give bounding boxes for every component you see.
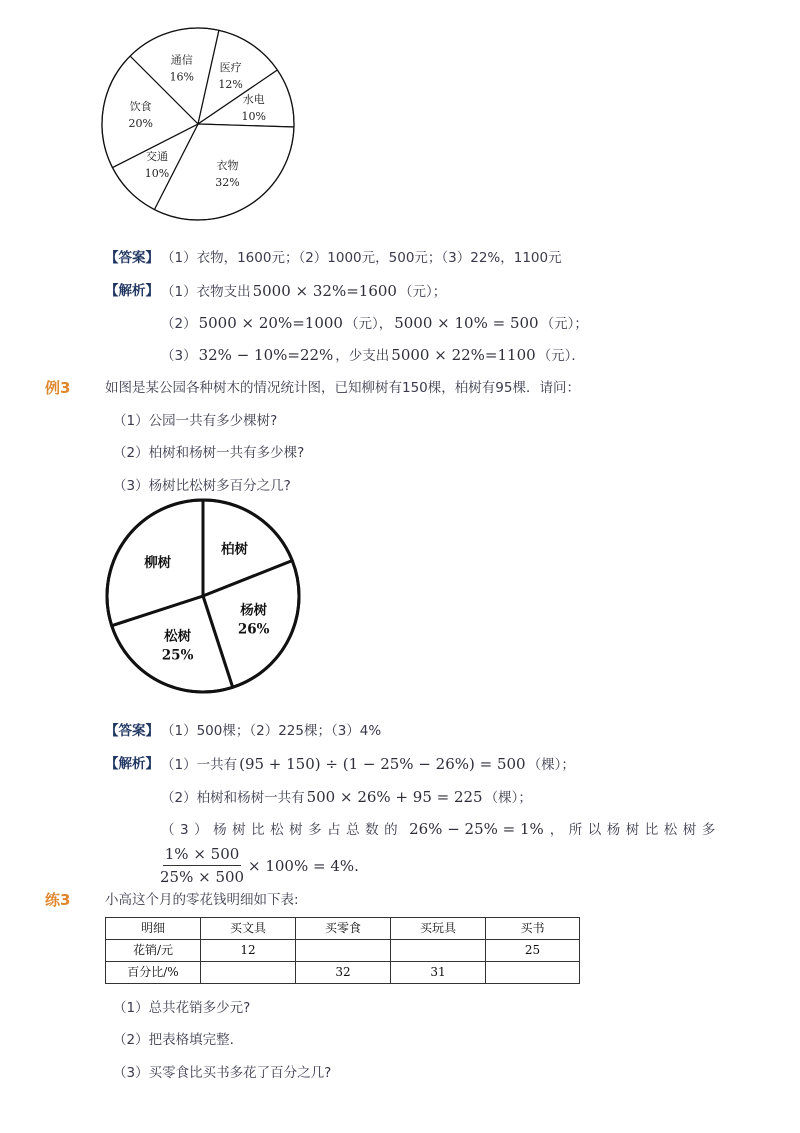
analysis-text: （1）一共有 xyxy=(161,757,238,773)
table-cell: 买零食 xyxy=(296,918,391,940)
pie-slice-label: 杨树 xyxy=(240,602,268,619)
fraction-numerator: 1% × 500 xyxy=(163,843,242,866)
fraction xyxy=(158,843,246,888)
pie-slice-label: 水电 xyxy=(242,92,265,106)
table-cell: 百分比/% xyxy=(106,962,201,984)
pie-slice-label: 饮食 xyxy=(129,99,152,113)
table-cell: 明细 xyxy=(106,918,201,940)
math-expression: (95 + 150) ÷ (1 − 25% − 26%) = 500 xyxy=(239,755,526,773)
table-cell: 12 xyxy=(201,940,296,962)
analysis-text: ，所以杨树比松树多 xyxy=(549,822,721,838)
analysis-line xyxy=(161,754,575,774)
table-cell xyxy=(201,962,296,984)
example-label: 例3 xyxy=(45,379,71,397)
answer-tag: 【答案】 xyxy=(105,250,159,266)
question-item: （1）总共花销多少元? xyxy=(113,1000,251,1016)
answer-text: （1）衣物，1600元；（2）1000元，500元；（3）22%，1100元 xyxy=(161,250,562,266)
table-cell xyxy=(486,962,580,984)
pie-slice-percent: 10% xyxy=(241,109,266,123)
table-cell: 买书 xyxy=(486,918,580,940)
pie-slice-percent: 32% xyxy=(215,175,240,189)
table-cell: 31 xyxy=(391,962,486,984)
pie-slice-percent: 20% xyxy=(128,116,153,130)
answer-tag: 【答案】 xyxy=(105,723,159,739)
pie-slice-label: 交通 xyxy=(146,150,168,163)
math-expression: 5000 × 20%=1000 xyxy=(198,314,343,332)
table-body xyxy=(106,918,580,984)
analysis-text: （元）． xyxy=(537,348,585,364)
example-prompt: 如图是某公园各种树木的情况统计图，已知柳树有150棵，柏树有95棵．请问： xyxy=(105,380,580,396)
math-expression: 5000 × 10% = 500 xyxy=(394,314,539,332)
tree-pie-chart xyxy=(0,490,320,705)
expense-pie-chart xyxy=(0,0,320,240)
pocket-money-table xyxy=(105,917,580,984)
pie-slice-label: 柏树 xyxy=(221,541,248,558)
analysis-text: （2） xyxy=(161,316,197,332)
analysis-line xyxy=(161,281,446,301)
analysis-line xyxy=(246,856,361,876)
pie-slice-label: 松树 xyxy=(164,628,192,645)
practice-prompt: 小高这个月的零花钱明细如下表: xyxy=(105,892,299,908)
analysis-line xyxy=(161,819,721,839)
math-expression: × 100% = 4%. xyxy=(248,857,359,875)
pie-slice-percent: 10% xyxy=(144,167,170,180)
analysis-text: （3） xyxy=(161,348,197,364)
analysis-text: （棵）； xyxy=(484,790,532,806)
analysis-tag: 【解析】 xyxy=(105,756,159,772)
analysis-tag: 【解析】 xyxy=(105,283,159,299)
math-expression: 5000 × 22%=1100 xyxy=(391,346,536,364)
analysis-line xyxy=(161,787,532,807)
analysis-text: （2）柏树和杨树一共有 xyxy=(161,790,305,806)
pie-slice-label: 通信 xyxy=(170,53,193,67)
analysis-text: （棵）； xyxy=(527,757,575,773)
analysis-text: ，少支出 xyxy=(335,348,390,364)
math-expression: 26% − 25% = 1% xyxy=(409,820,544,838)
analysis-line xyxy=(161,313,588,333)
question-item: （2）把表格填完整. xyxy=(113,1032,234,1048)
pie-slice-label: 衣物 xyxy=(216,158,239,172)
question-item: （3）杨树比松树多百分之几? xyxy=(113,478,291,494)
table-cell xyxy=(391,940,486,962)
table-cell: 花销/元 xyxy=(106,940,201,962)
pie-slice-percent: 26% xyxy=(237,621,270,638)
fraction-denominator: 25% × 500 xyxy=(160,868,245,886)
pie-slice-percent: 16% xyxy=(169,70,195,84)
table-header-row xyxy=(106,918,580,940)
table-cell: 25 xyxy=(486,940,580,962)
table-cell: 32 xyxy=(296,962,391,984)
math-expression: 5000 × 32%=1600 xyxy=(252,282,397,300)
question-item: （3）买零食比买书多花了百分之几? xyxy=(113,1065,332,1081)
table-row xyxy=(106,962,580,984)
math-expression: 500 × 26% + 95 = 225 xyxy=(306,788,483,806)
table-cell xyxy=(296,940,391,962)
analysis-text: （1）衣物支出 xyxy=(161,284,251,300)
table-row xyxy=(106,940,580,962)
analysis-text: （3）杨树比松树多占总数的 xyxy=(161,822,404,838)
pie-slice-percent: 25% xyxy=(161,647,194,664)
question-item: （1）公园一共有多少棵树? xyxy=(113,413,278,429)
analysis-line xyxy=(161,345,585,365)
pie-slice-label: 柳树 xyxy=(144,555,172,572)
pie-slice-percent: 12% xyxy=(218,78,243,91)
answer-text: （1）500棵；（2）225棵；（3）4% xyxy=(161,723,382,739)
analysis-text: （元）， xyxy=(344,316,393,332)
analysis-text: （元）； xyxy=(540,316,588,332)
pie-slice-label: 医疗 xyxy=(219,61,242,74)
practice-label: 练3 xyxy=(45,891,71,909)
table-cell: 买玩具 xyxy=(391,918,486,940)
analysis-text: （元）； xyxy=(398,284,447,300)
math-expression: 32% − 10%=22% xyxy=(198,346,334,364)
question-item: （2）柏树和杨树一共有多少棵? xyxy=(113,445,305,461)
table-cell: 买文具 xyxy=(201,918,296,940)
